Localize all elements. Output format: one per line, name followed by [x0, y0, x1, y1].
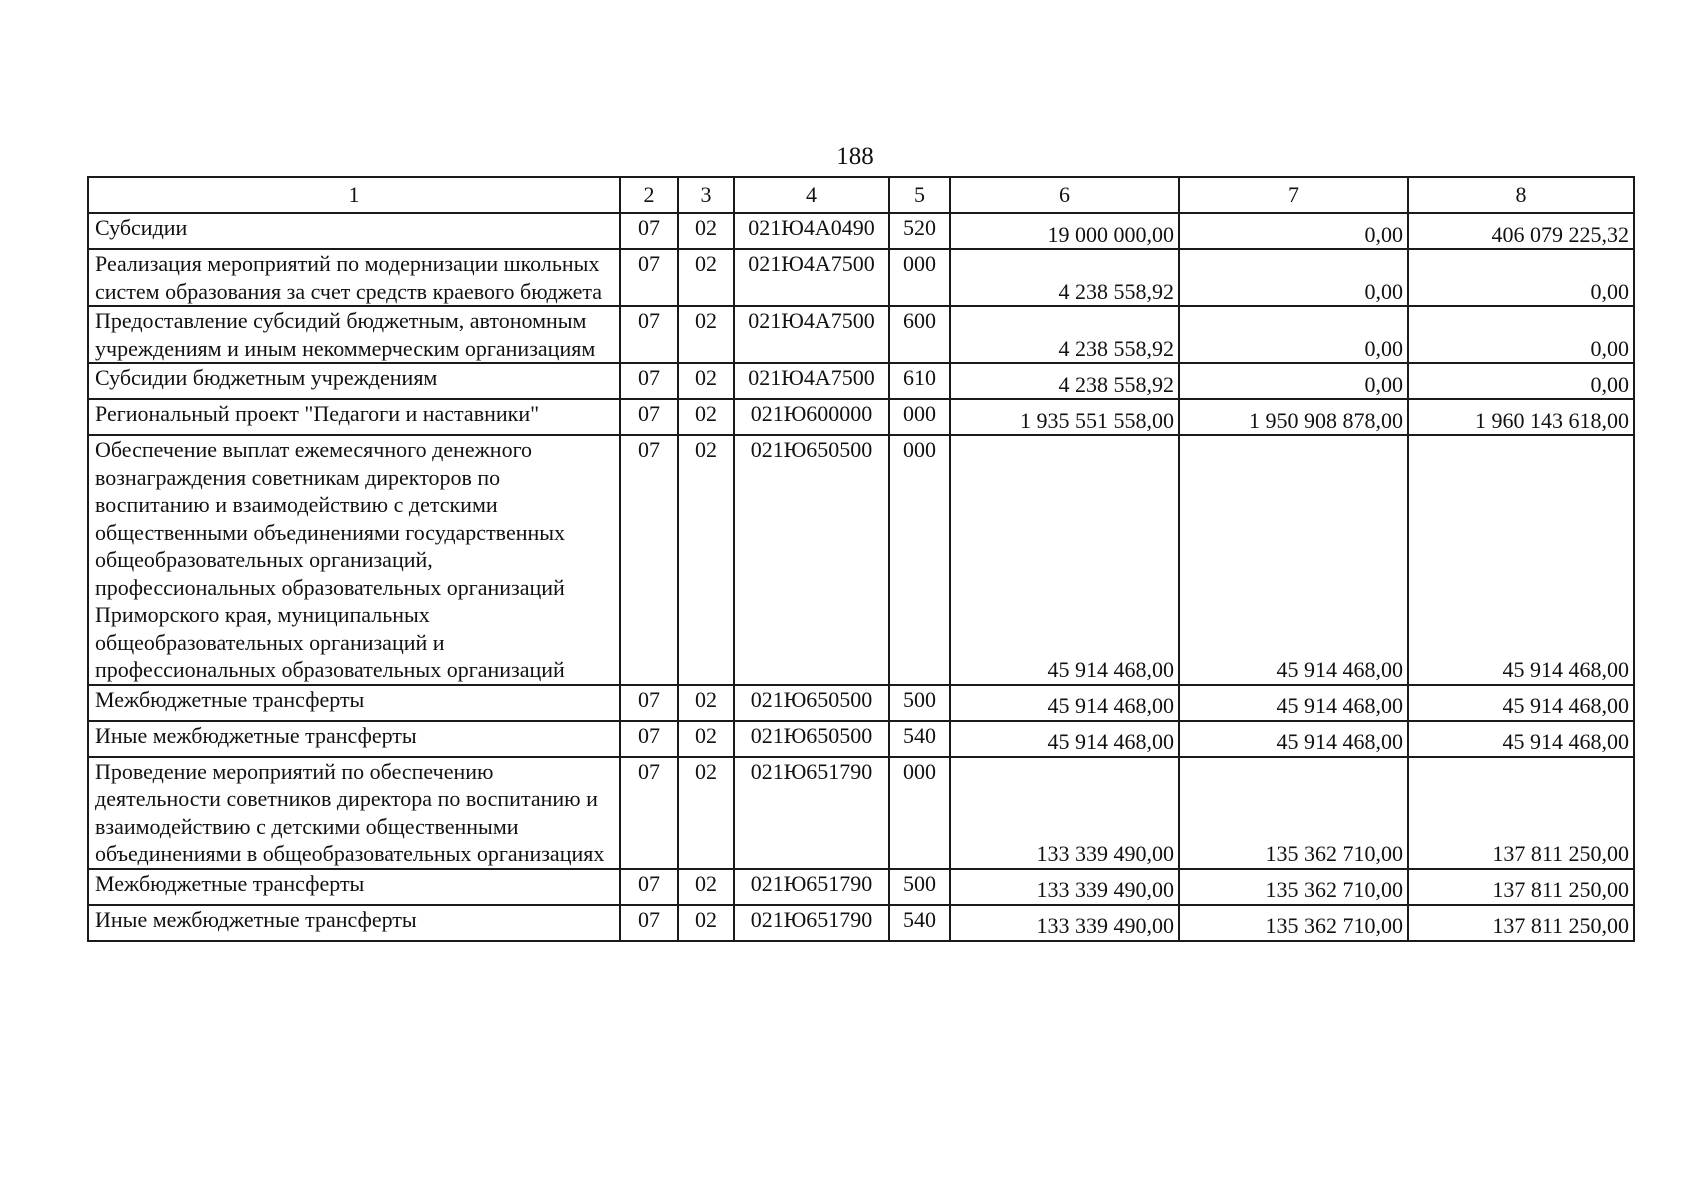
target-code: 021Ю600000	[734, 399, 889, 435]
target-code: 021Ю650500	[734, 721, 889, 757]
target-code: 021Ю4А7500	[734, 306, 889, 363]
amount-year-1: 1 935 551 558,00	[950, 399, 1179, 435]
row-name: Региональный проект "Педагоги и наставники"	[88, 399, 620, 435]
column-header: 8	[1408, 177, 1634, 213]
section-code: 07	[620, 435, 678, 685]
expense-type-code: 540	[889, 721, 950, 757]
table-row	[88, 757, 1634, 869]
column-header: 3	[678, 177, 734, 213]
table-row	[88, 399, 1634, 435]
column-header: 6	[950, 177, 1179, 213]
subsection-code: 02	[678, 757, 734, 869]
amount-year-3: 137 811 250,00	[1408, 757, 1634, 869]
amount-year-3: 137 811 250,00	[1408, 869, 1634, 905]
amount-year-3: 0,00	[1408, 363, 1634, 399]
section-code: 07	[620, 869, 678, 905]
row-name: Иные межбюджетные трансферты	[88, 721, 620, 757]
table-row	[88, 306, 1634, 363]
subsection-code: 02	[678, 363, 734, 399]
expense-type-code: 500	[889, 869, 950, 905]
expense-type-code: 520	[889, 213, 950, 249]
expense-type-code: 610	[889, 363, 950, 399]
amount-year-2: 45 914 468,00	[1179, 721, 1408, 757]
amount-year-1: 4 238 558,92	[950, 249, 1179, 306]
amount-year-3: 45 914 468,00	[1408, 435, 1634, 685]
amount-year-3: 137 811 250,00	[1408, 905, 1634, 941]
subsection-code: 02	[678, 721, 734, 757]
subsection-code: 02	[678, 685, 734, 721]
section-code: 07	[620, 399, 678, 435]
column-header: 1	[88, 177, 620, 213]
subsection-code: 02	[678, 399, 734, 435]
table-row	[88, 213, 1634, 249]
page-number: 188	[836, 143, 874, 170]
target-code: 021Ю650500	[734, 435, 889, 685]
amount-year-2: 45 914 468,00	[1179, 435, 1408, 685]
table-header-row	[88, 177, 1634, 213]
amount-year-3: 45 914 468,00	[1408, 721, 1634, 757]
table-row	[88, 905, 1634, 941]
row-name: Субсидии	[88, 213, 620, 249]
subsection-code: 02	[678, 306, 734, 363]
row-name: Субсидии бюджетным учреждениям	[88, 363, 620, 399]
amount-year-3: 1 960 143 618,00	[1408, 399, 1634, 435]
amount-year-3: 406 079 225,32	[1408, 213, 1634, 249]
target-code: 021Ю4А0490	[734, 213, 889, 249]
amount-year-1: 45 914 468,00	[950, 685, 1179, 721]
amount-year-2: 135 362 710,00	[1179, 869, 1408, 905]
column-header: 7	[1179, 177, 1408, 213]
amount-year-1: 19 000 000,00	[950, 213, 1179, 249]
section-code: 07	[620, 306, 678, 363]
target-code: 021Ю651790	[734, 757, 889, 869]
subsection-code: 02	[678, 869, 734, 905]
amount-year-1: 133 339 490,00	[950, 757, 1179, 869]
table-row	[88, 869, 1634, 905]
subsection-code: 02	[678, 435, 734, 685]
expense-type-code: 000	[889, 757, 950, 869]
subsection-code: 02	[678, 213, 734, 249]
row-name: Проведение мероприятий по обеспечению деятельности советников директора по воспитанию и взаимодействию с детскими общественными объединениями в общеобразовательных организациях	[88, 757, 620, 869]
amount-year-1: 133 339 490,00	[950, 905, 1179, 941]
target-code: 021Ю650500	[734, 685, 889, 721]
row-name: Межбюджетные трансферты	[88, 869, 620, 905]
table-row	[88, 363, 1634, 399]
section-code: 07	[620, 363, 678, 399]
target-code: 021Ю4А7500	[734, 363, 889, 399]
row-name: Обеспечение выплат ежемесячного денежного вознаграждения советникам директоров по воспитанию и взаимодействию с детскими общественными объединениями государственных общеобразовательных организаций, профессиональных образовательных организаций Приморского края, муниципальных общеобразовательных организаций и профессиональных образовательных организаций	[88, 435, 620, 685]
column-header: 2	[620, 177, 678, 213]
amount-year-2: 135 362 710,00	[1179, 905, 1408, 941]
section-code: 07	[620, 757, 678, 869]
target-code: 021Ю4А7500	[734, 249, 889, 306]
subsection-code: 02	[678, 905, 734, 941]
row-name: Предоставление субсидий бюджетным, автономным учреждениям и иным некоммерческим организациям	[88, 306, 620, 363]
amount-year-2: 45 914 468,00	[1179, 685, 1408, 721]
amount-year-2: 0,00	[1179, 306, 1408, 363]
target-code: 021Ю651790	[734, 905, 889, 941]
amount-year-2: 0,00	[1179, 249, 1408, 306]
amount-year-1: 4 238 558,92	[950, 306, 1179, 363]
table-row	[88, 249, 1634, 306]
column-header: 4	[734, 177, 889, 213]
amount-year-1: 133 339 490,00	[950, 869, 1179, 905]
expense-type-code: 600	[889, 306, 950, 363]
amount-year-2: 135 362 710,00	[1179, 757, 1408, 869]
expense-type-code: 000	[889, 249, 950, 306]
amount-year-3: 0,00	[1408, 306, 1634, 363]
column-header: 5	[889, 177, 950, 213]
section-code: 07	[620, 213, 678, 249]
row-name: Межбюджетные трансферты	[88, 685, 620, 721]
expense-type-code: 000	[889, 399, 950, 435]
target-code: 021Ю651790	[734, 869, 889, 905]
amount-year-3: 45 914 468,00	[1408, 685, 1634, 721]
expense-type-code: 540	[889, 905, 950, 941]
table-row	[88, 435, 1634, 685]
section-code: 07	[620, 249, 678, 306]
row-name: Иные межбюджетные трансферты	[88, 905, 620, 941]
section-code: 07	[620, 685, 678, 721]
expense-type-code: 500	[889, 685, 950, 721]
amount-year-1: 45 914 468,00	[950, 721, 1179, 757]
amount-year-2: 0,00	[1179, 213, 1408, 249]
row-name: Реализация мероприятий по модернизации школьных систем образования за счет средств краевого бюджета	[88, 249, 620, 306]
amount-year-1: 45 914 468,00	[950, 435, 1179, 685]
subsection-code: 02	[678, 249, 734, 306]
amount-year-1: 4 238 558,92	[950, 363, 1179, 399]
section-code: 07	[620, 721, 678, 757]
amount-year-2: 0,00	[1179, 363, 1408, 399]
table-row	[88, 685, 1634, 721]
budget-table	[87, 176, 1635, 942]
amount-year-2: 1 950 908 878,00	[1179, 399, 1408, 435]
table-row	[88, 721, 1634, 757]
amount-year-3: 0,00	[1408, 249, 1634, 306]
section-code: 07	[620, 905, 678, 941]
expense-type-code: 000	[889, 435, 950, 685]
